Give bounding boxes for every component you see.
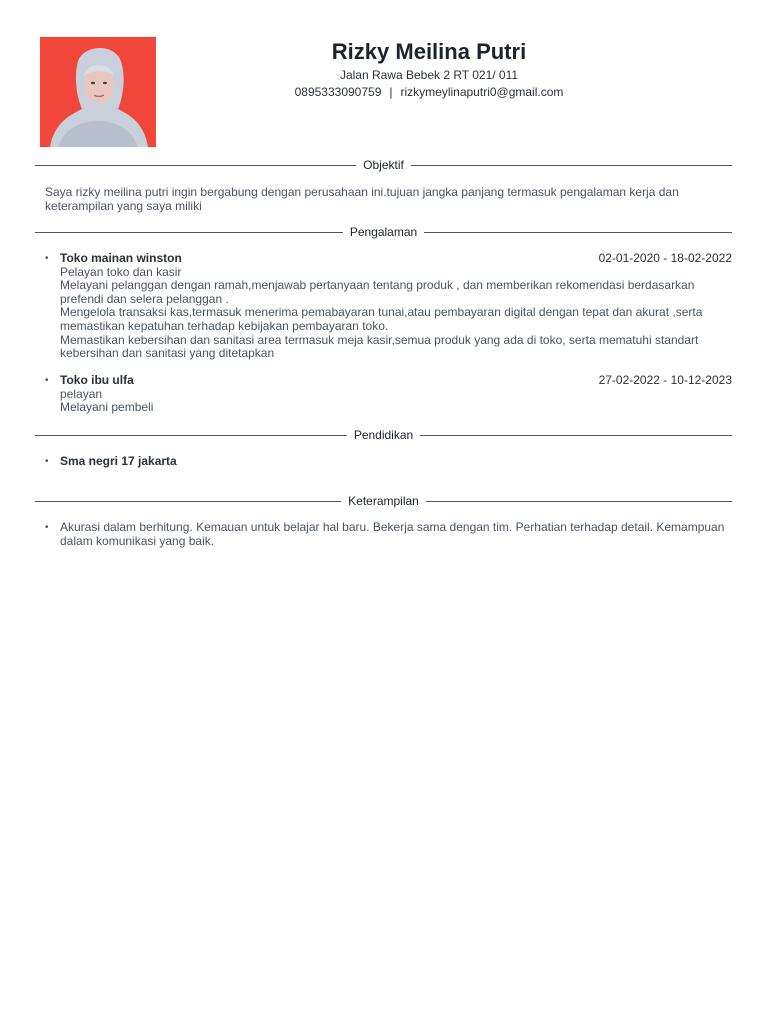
job-role: pelayan — [60, 386, 103, 401]
contact-separator: | — [389, 85, 393, 99]
job-role: Pelayan toko dan kasir — [60, 264, 182, 279]
job-description: Melayani pembeli — [60, 400, 154, 415]
candidate-name: Rizky Meilina Putri — [331, 39, 527, 64]
section-title: Pendidikan — [353, 428, 414, 442]
job-description: Melayani pelanggan dengan ramah,menjawab pertanyaan tentang produk , dan memberikan rekomendasi berdasarkan prefendi dan selera pelanggan . Mengelola transaksi kas,termasuk menerima pemabayaran tunai,atau pembayaran digital dengan tepat dan akurat ,serta memastikan kepatuhan terhadap kebijakan pembayaran toko. Memastikan kebersihan dan sanitasi area termasuk meja kasir,semua produk yang ada di toko, serta mematuhi standart kebersihan dan sanitasi yang ditetapkan — [60, 278, 703, 361]
section-title: Keterampilan — [348, 494, 419, 508]
section-heading-skills — [35, 493, 732, 509]
candidate-address: Jalan Rawa Bebek 2 RT 021/ 011 — [339, 68, 519, 82]
school-name: Sma negri 17 jakarta — [60, 454, 177, 468]
bullet-icon: • — [45, 253, 49, 264]
divider-line — [35, 501, 341, 502]
contact-line — [90, 84, 768, 101]
section-heading-experience — [35, 224, 732, 240]
divider-line — [426, 501, 732, 502]
divider-line — [35, 232, 343, 233]
skills-item — [45, 521, 732, 548]
divider-line — [420, 435, 732, 436]
objective-text: Saya rizky meilina putri ingin bergabung dengan perusahaan ini.tujuan jangka panjang termasuk pengalaman kerja dan keterampilan yang saya miliki — [45, 185, 679, 213]
section-title: Pengalaman — [349, 225, 418, 239]
education-item — [45, 455, 732, 469]
company-name: Toko ibu ulfa — [60, 373, 134, 387]
skills-text: Akurasi dalam berhitung. Kemauan untuk belajar hal baru. Bekerja sama dengan tim. Perhatian terhadap detail. Kemampuan dalam komunikasi yang baik. — [60, 520, 725, 548]
bullet-icon: • — [45, 522, 49, 533]
employment-dates: 02-01-2020 - 18-02-2022 — [598, 251, 732, 265]
email-address: rizkymeylinaputri0@gmail.com — [400, 85, 564, 99]
section-title: Objektif — [363, 158, 404, 172]
divider-line — [35, 165, 356, 166]
employment-dates: 27-02-2022 - 10-12-2023 — [598, 373, 732, 387]
section-heading-education — [35, 427, 732, 443]
phone-number: 0895333090759 — [294, 85, 382, 99]
bullet-icon: • — [45, 456, 49, 467]
company-name: Toko mainan winston — [60, 251, 182, 265]
experience-item — [45, 374, 732, 415]
resume-header — [90, 38, 768, 101]
divider-line — [424, 232, 732, 233]
experience-item — [45, 252, 732, 361]
divider-line — [411, 165, 732, 166]
bullet-icon: • — [45, 375, 49, 386]
divider-line — [35, 435, 347, 436]
section-heading-objective — [35, 157, 732, 173]
